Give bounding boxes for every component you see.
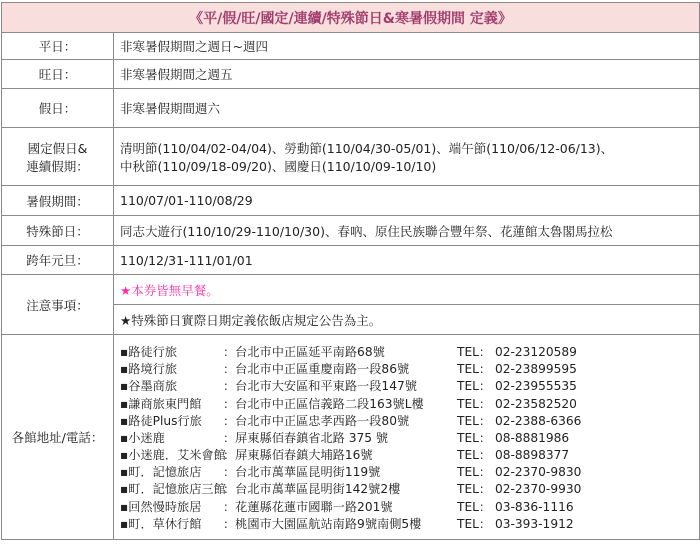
address-item (120, 396, 693, 413)
hotel-address: ：台北市中正區延平南路68號 (223, 344, 385, 359)
row-addresses (2, 335, 700, 540)
row-national-holiday (2, 128, 700, 186)
hotel-phone: TEL： 02-2370-9830 (457, 465, 582, 480)
hotel-name: ▪町．記憶旅店 (120, 465, 202, 480)
row-holiday (2, 89, 700, 128)
hotel-address: ：台北市中正區重慶南路一段86號 (223, 362, 410, 377)
hotel-name: ▪町．記憶旅店三館 (120, 482, 226, 497)
note-special-dates: ★特殊節日實際日期定義依飯店規定公告為主。 (114, 305, 700, 335)
definition-table (1, 2, 700, 540)
value-holiday: 非寒暑假期間週六 (114, 89, 700, 128)
row-summer (2, 186, 700, 216)
hotel-phone: TEL： 02-23120589 (457, 344, 577, 359)
value-weekday: 非寒暑假期間之週日~週四 (114, 33, 700, 60)
hotel-name: ▪路徒Plus行旅 (120, 413, 202, 428)
label-summer: 暑假期間： (2, 186, 114, 216)
hotel-phone: TEL： 02-2388-6366 (457, 413, 582, 428)
address-item (120, 499, 693, 516)
value-line: 清明節(110/04/02-04/04)、勞動節(110/04/30-05/01)、端午節(110/06/12-06/13)、 (120, 140, 614, 156)
value-summer: 110/07/01-110/08/29 (114, 186, 700, 216)
hotel-phone: TEL： 08-8881986 (457, 430, 570, 445)
hotel-name: ▪小迷鹿 (120, 430, 165, 445)
label-addresses: 各館地址/電話： (2, 335, 114, 540)
address-item (120, 516, 693, 533)
hotel-phone: TEL： 08-8898377 (457, 448, 570, 463)
hotel-address: ：台北市中正區信義路二段163號L樓 (223, 396, 424, 411)
hotel-address: ：花蓮縣花蓮市國聯一路201號 (223, 499, 393, 514)
hotel-phone: TEL： 02-23955535 (457, 379, 577, 394)
row-special (2, 216, 700, 246)
title-row (2, 3, 700, 33)
value-line: 中秋節(110/09/18-09/20)、國慶日(110/10/09-10/10) (120, 158, 437, 174)
label-special: 特殊節日： (2, 216, 114, 246)
hotel-address: ：台北市大安區和平東路一段147號 (223, 379, 417, 394)
address-item (120, 413, 693, 430)
value-new-year: 110/12/31-111/01/01 (114, 246, 700, 275)
row-peak (2, 60, 700, 89)
hotel-address: ：桃園市大園區航站南路9號南側5樓 (223, 516, 422, 531)
label-notes: 注意事項： (2, 275, 114, 335)
row-new-year (2, 246, 700, 275)
hotel-name: ▪谷墨商旅 (120, 379, 178, 394)
label-peak: 旺日： (2, 60, 114, 89)
hotel-name: ▪謙商旅東門館 (120, 396, 202, 411)
value-special: 同志大遊行(110/10/29-110/10/30)、春吶、原住民族聯合豐年祭、花蓮館太魯閣馬拉松 (114, 216, 700, 246)
value-national-holiday (114, 128, 700, 186)
address-item (120, 481, 693, 498)
row-notes-1 (2, 275, 700, 305)
hotel-name: ▪路徒行旅 (120, 344, 178, 359)
hotel-phone: TEL： 02-23899595 (457, 362, 577, 377)
label-line: 國定假日& (27, 140, 88, 156)
address-item (120, 447, 693, 464)
label-line: 連續假期： (26, 158, 89, 174)
label-new-year: 跨年元旦： (2, 246, 114, 275)
address-list (120, 341, 693, 533)
hotel-phone: TEL： 03-393-1912 (457, 516, 574, 531)
value-peak: 非寒暑假期間之週五 (114, 60, 700, 89)
address-item (120, 464, 693, 481)
address-item (120, 361, 693, 378)
note-no-breakfast: ★本券皆無早餐。 (114, 275, 700, 305)
hotel-phone: TEL： 02-23582520 (457, 396, 577, 411)
hotel-address: ：台北市萬華區昆明街142號2樓 (223, 482, 401, 497)
address-list-cell (114, 335, 700, 540)
label-holiday: 假日： (2, 89, 114, 128)
hotel-name: ▪小迷鹿．艾米會館 (120, 448, 226, 463)
hotel-address: ：台北市萬華區昆明街119號 (223, 465, 381, 480)
address-item (120, 430, 693, 447)
hotel-phone: TEL： 02-2370-9930 (457, 482, 582, 497)
label-national-holiday (2, 128, 114, 186)
label-weekday: 平日： (2, 33, 114, 60)
hotel-address: ：台北市中正區忠孝西路一段80號 (223, 413, 410, 428)
hotel-phone: TEL： 03-836-1116 (457, 499, 574, 514)
row-weekday (2, 33, 700, 60)
hotel-name: ▪町．草休行館 (120, 516, 202, 531)
hotel-name: ▪回然慢時旅居 (120, 499, 202, 514)
address-item (120, 344, 693, 361)
sheet-title: 《平/假/旺/國定/連續/特殊節日&寒暑假期間 定義》 (2, 3, 700, 33)
hotel-address: ：屏東縣佰春鎮省北路 375 號 (223, 430, 389, 445)
hotel-address: ：屏東縣佰春鎮大埔路16號 (223, 448, 373, 463)
hotel-name: ▪路境行旅 (120, 362, 178, 377)
address-item (120, 378, 693, 395)
